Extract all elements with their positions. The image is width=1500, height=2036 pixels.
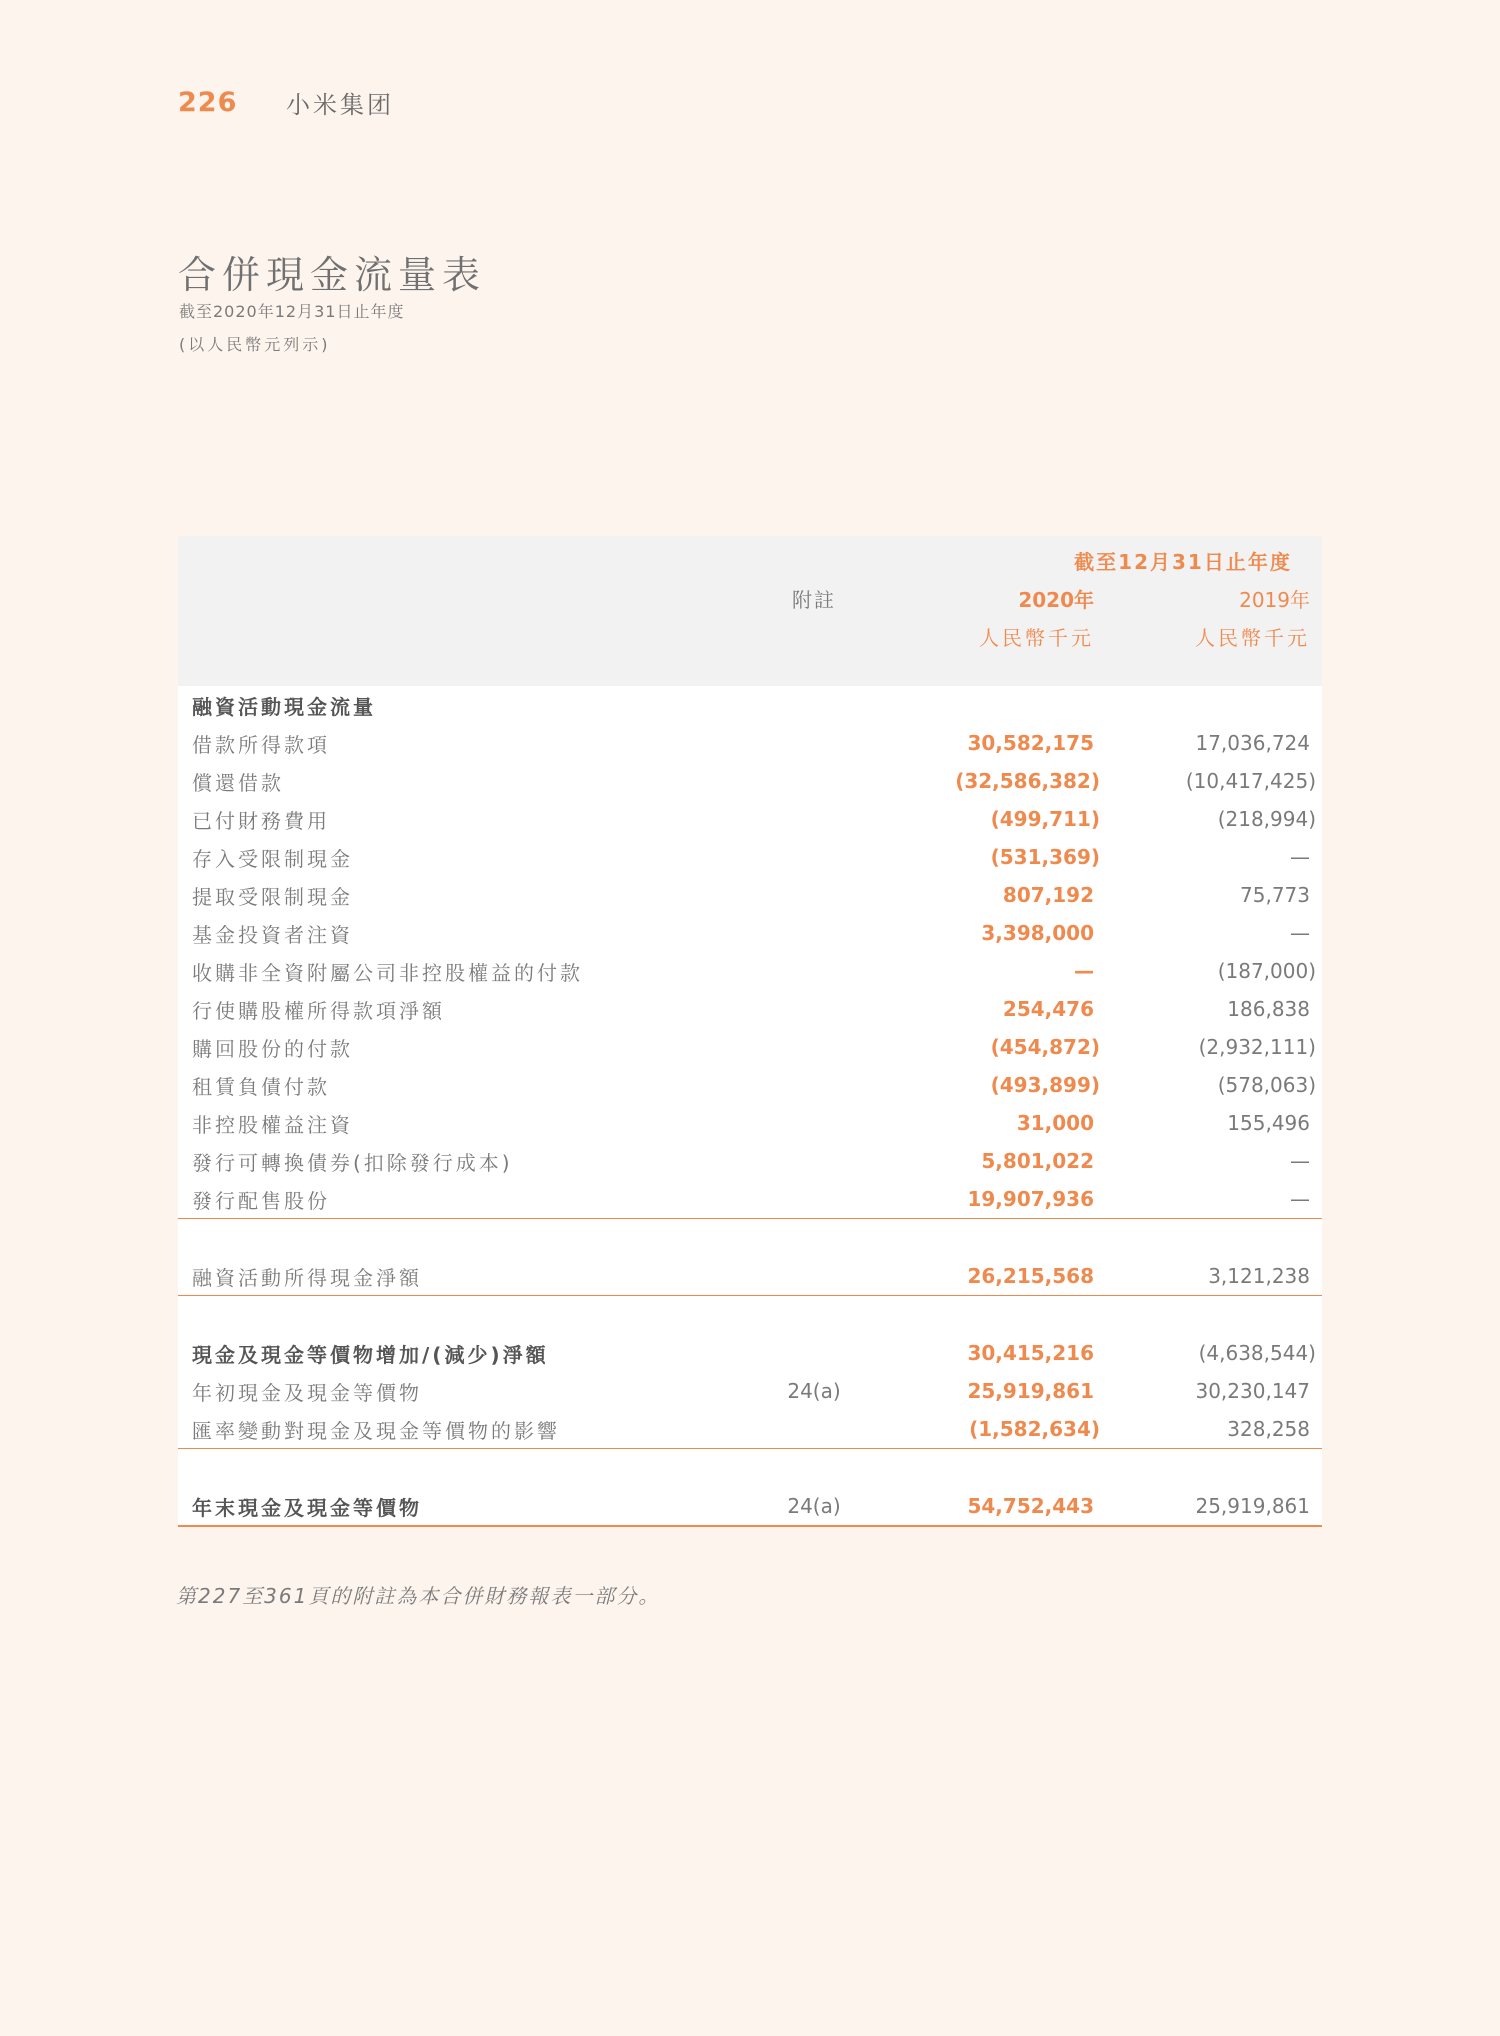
table-row xyxy=(178,990,1322,1028)
value-2019: 25,919,861 xyxy=(1195,1494,1310,1518)
table-row xyxy=(178,1104,1322,1142)
row-label: 發行可轉換債券(扣除發行成本) xyxy=(192,1150,513,1175)
cash-flow-table xyxy=(178,536,1322,1527)
value-2020: (454,872) xyxy=(990,1035,1100,1059)
row-label: 存入受限制現金 xyxy=(192,846,353,871)
page-number: 226 xyxy=(178,86,238,118)
section-title-row xyxy=(178,686,1322,724)
value-2019: — xyxy=(1290,921,1310,945)
table-row xyxy=(178,1028,1322,1066)
row-label: 融資活動所得現金淨額 xyxy=(192,1265,422,1290)
row-label: 行使購股權所得款項淨額 xyxy=(192,998,445,1023)
currency-note: (以人民幣元列示) xyxy=(179,335,331,354)
value-2020: 26,215,568 xyxy=(967,1264,1094,1288)
value-2019: (218,994) xyxy=(1217,807,1316,831)
table-row xyxy=(178,952,1322,990)
value-2020: — xyxy=(1074,959,1094,983)
table-row xyxy=(178,1334,1322,1372)
value-2019: (10,417,425) xyxy=(1185,769,1316,793)
table-row xyxy=(178,800,1322,838)
table-row xyxy=(178,724,1322,762)
closing-balance-row xyxy=(178,1487,1322,1527)
change-rows xyxy=(178,1334,1322,1449)
value-2020: 30,582,175 xyxy=(967,731,1094,755)
row-label: 發行配售股份 xyxy=(192,1188,330,1213)
row-label: 年末現金及現金等價物 xyxy=(192,1495,422,1520)
table-row xyxy=(178,1066,1322,1104)
table-row xyxy=(178,914,1322,952)
table-row xyxy=(178,762,1322,800)
table-header xyxy=(178,536,1322,686)
row-label: 借款所得款項 xyxy=(192,732,330,757)
value-2020: 254,476 xyxy=(1002,997,1094,1021)
value-2019: (4,638,544) xyxy=(1198,1341,1316,1365)
note-column-header: 附註 xyxy=(792,588,836,612)
value-2020: 3,398,000 xyxy=(981,921,1094,945)
value-2020: (32,586,382) xyxy=(955,769,1100,793)
value-2020: (1,582,634) xyxy=(969,1417,1100,1441)
unit-2019-header: 人民幣千元 xyxy=(1195,626,1310,650)
year-2020-header: 2020年 xyxy=(1018,588,1094,612)
value-2019: 17,036,724 xyxy=(1195,731,1310,755)
value-2020: (499,711) xyxy=(990,807,1100,831)
row-label: 基金投資者注資 xyxy=(192,922,353,947)
row-label: 收購非全資附屬公司非控股權益的付款 xyxy=(192,960,583,985)
value-2019: (578,063) xyxy=(1217,1073,1316,1097)
page-title: 合併現金流量表 xyxy=(178,253,487,297)
value-2020: 31,000 xyxy=(1016,1111,1094,1135)
table-row xyxy=(178,1410,1322,1449)
value-2020: (531,369) xyxy=(990,845,1100,869)
year-2019-header: 2019年 xyxy=(1239,588,1310,612)
unit-2020-header: 人民幣千元 xyxy=(979,626,1094,650)
value-2020: 807,192 xyxy=(1002,883,1094,907)
net-financing-row xyxy=(178,1257,1322,1296)
section-title: 融資活動現金流量 xyxy=(192,694,376,719)
value-2020: (493,899) xyxy=(990,1073,1100,1097)
value-2019: 75,773 xyxy=(1240,883,1310,907)
row-label: 已付財務費用 xyxy=(192,808,330,833)
table-body xyxy=(178,686,1322,1527)
company-name: 小米集团 xyxy=(286,90,394,119)
value-2019: 155,496 xyxy=(1227,1111,1310,1135)
row-label: 年初現金及現金等價物 xyxy=(192,1380,422,1405)
row-label: 提取受限制現金 xyxy=(192,884,353,909)
row-label: 租賃負債付款 xyxy=(192,1074,330,1099)
value-2019: (187,000) xyxy=(1217,959,1316,983)
value-2019: (2,932,111) xyxy=(1198,1035,1316,1059)
value-2020: 19,907,936 xyxy=(967,1187,1094,1211)
value-2019: 30,230,147 xyxy=(1195,1379,1310,1403)
row-note: 24(a) xyxy=(787,1494,841,1518)
page-header xyxy=(178,82,394,122)
table-row xyxy=(178,876,1322,914)
value-2020: 54,752,443 xyxy=(967,1494,1094,1518)
table-row xyxy=(178,838,1322,876)
table-row xyxy=(178,1142,1322,1180)
value-2019: — xyxy=(1290,1149,1310,1173)
row-label: 現金及現金等價物增加/(減少)淨額 xyxy=(192,1342,549,1367)
period-subtitle: 截至2020年12月31日止年度 xyxy=(179,302,405,321)
row-label: 非控股權益注資 xyxy=(192,1112,353,1137)
footer-note: 第227至361頁的附註為本合併財務報表一部分。 xyxy=(176,1584,661,1608)
row-label: 償還借款 xyxy=(192,770,284,795)
value-2019: 3,121,238 xyxy=(1208,1264,1310,1288)
value-2019: 328,258 xyxy=(1227,1417,1310,1441)
value-2019: 186,838 xyxy=(1227,997,1310,1021)
value-2020: 5,801,022 xyxy=(981,1149,1094,1173)
value-2019: — xyxy=(1290,1187,1310,1211)
value-2020: 25,919,861 xyxy=(967,1379,1094,1403)
table-row xyxy=(178,1180,1322,1219)
financing-rows xyxy=(178,724,1322,1219)
row-label: 匯率變動對現金及現金等價物的影響 xyxy=(192,1418,560,1443)
period-header: 截至12月31日止年度 xyxy=(1074,550,1292,574)
value-2020: 30,415,216 xyxy=(967,1341,1094,1365)
table-row xyxy=(178,1372,1322,1410)
row-note: 24(a) xyxy=(787,1379,841,1403)
value-2019: — xyxy=(1290,845,1310,869)
row-label: 購回股份的付款 xyxy=(192,1036,353,1061)
